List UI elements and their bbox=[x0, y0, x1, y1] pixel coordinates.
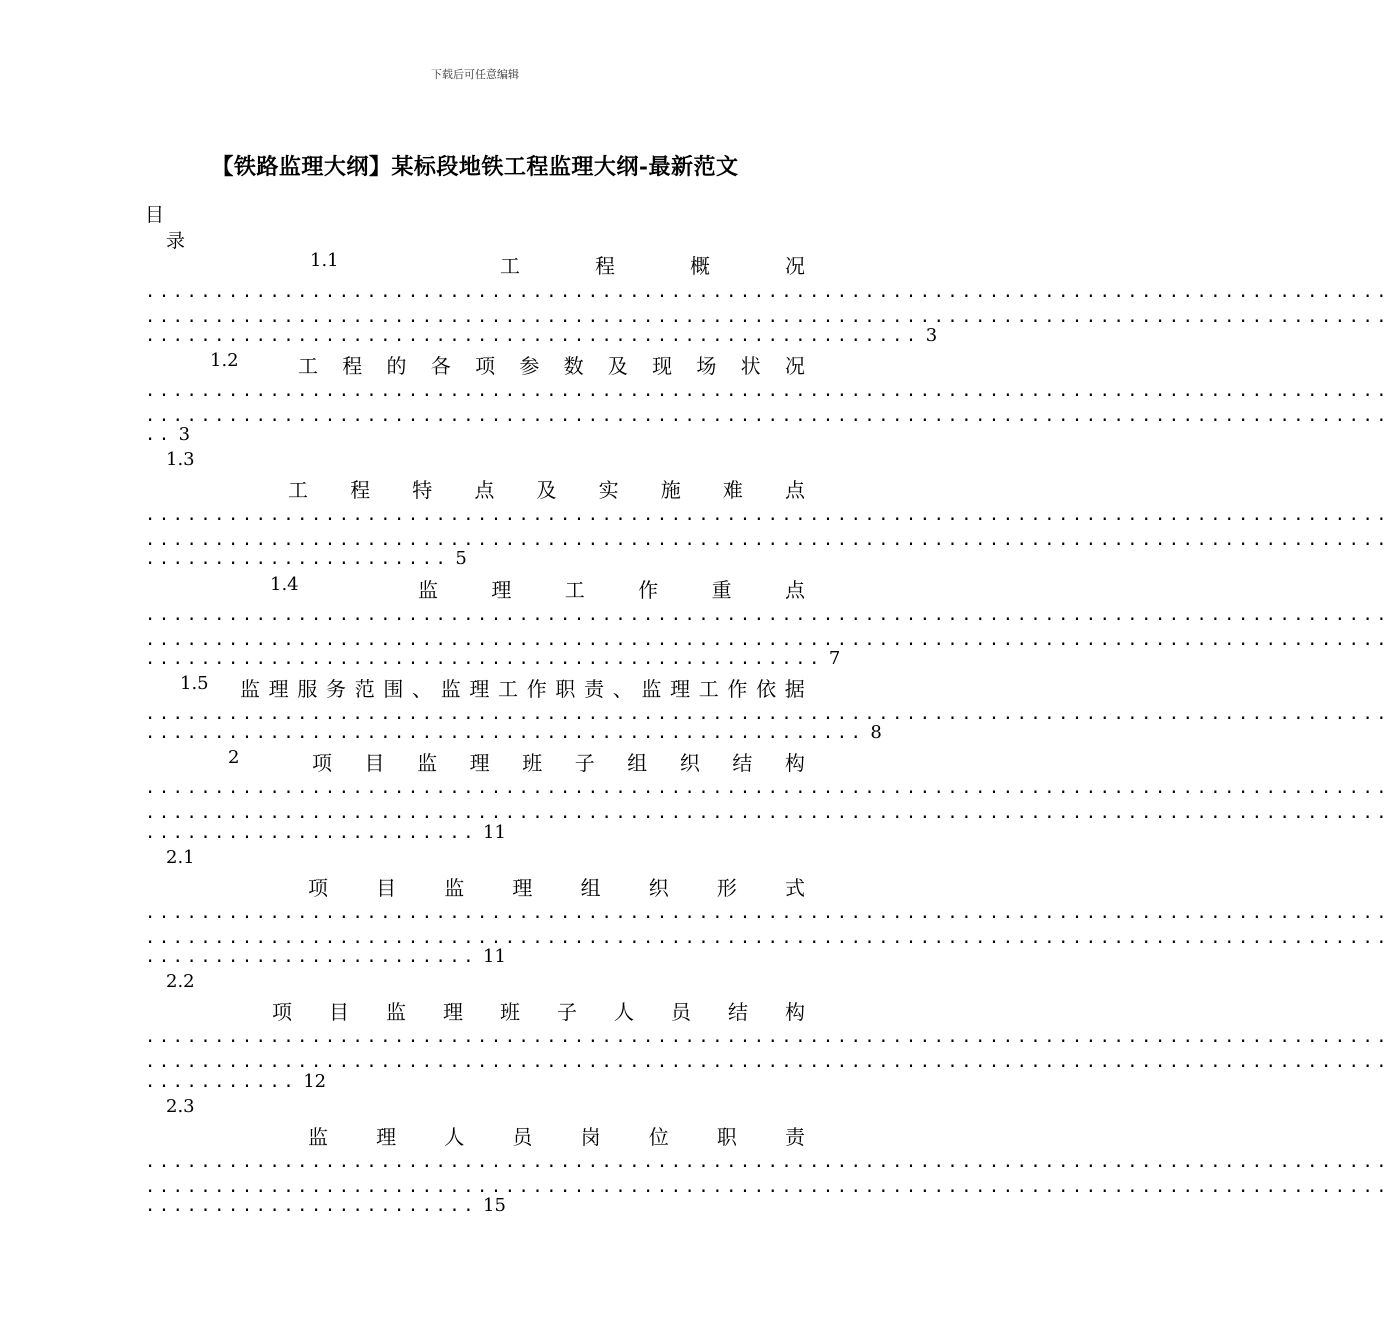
toc-leader-dots: .......................................................................................... bbox=[145, 1027, 1390, 1047]
toc-leader-dots: .......................................................................................... bbox=[145, 307, 1390, 327]
toc-entry-title[interactable]: 工 程 的 各 项 参 数 及 现 场 状 况 bbox=[298, 354, 805, 378]
toc-entry-title[interactable]: 工 程 特 点 及 实 施 难 点 bbox=[288, 478, 805, 502]
toc-entry-number[interactable]: 1.2 bbox=[210, 350, 239, 371]
toc-heading-part2: 录 bbox=[166, 230, 186, 252]
toc-page-number: 11 bbox=[483, 822, 506, 843]
toc-leader-with-page[interactable]: ................................................. 7 bbox=[145, 648, 841, 669]
toc-entry-title[interactable]: 工 程 概 况 bbox=[500, 254, 805, 278]
toc-leader-dots: .......................................................................................... bbox=[145, 1052, 1390, 1072]
toc-entry-number[interactable]: 2.3 bbox=[166, 1096, 195, 1117]
toc-entry-title[interactable]: 项 目 监 理 班 子 人 员 结 构 bbox=[272, 1000, 805, 1024]
toc-page-number: 15 bbox=[483, 1195, 506, 1216]
toc-entry-title[interactable]: 监 理 服 务 范 围 、 监 理 工 作 职 责 、 监 理 工 作 依 据 bbox=[240, 677, 805, 701]
toc-leader-with-page[interactable]: ...................... 5 bbox=[145, 548, 467, 569]
toc-leader-dots: .......................................................................................... bbox=[145, 605, 1390, 625]
toc-leader-with-page[interactable]: .. 3 bbox=[145, 424, 191, 445]
toc-leader-dots: .......................................................................................... bbox=[145, 530, 1390, 550]
toc-leader-with-page[interactable]: ........................ 15 bbox=[145, 1195, 506, 1216]
toc-entry-title[interactable]: 监 理 工 作 重 点 bbox=[418, 578, 805, 602]
toc-leader-with-page[interactable]: ........................................................ 3 bbox=[145, 325, 938, 346]
toc-leader-with-page[interactable]: ........... 12 bbox=[145, 1071, 327, 1092]
toc-entry-number[interactable]: 1.5 bbox=[180, 673, 209, 694]
toc-page-number: 5 bbox=[455, 548, 467, 569]
toc-entry-title[interactable]: 项 目 监 理 组 织 形 式 bbox=[308, 876, 805, 900]
toc-leader-dots: .......................................................................................... bbox=[145, 505, 1390, 525]
toc-leader-dots: .......................................................................................... bbox=[145, 406, 1390, 426]
toc-entry-number[interactable]: 1.3 bbox=[166, 449, 195, 470]
toc-page-number: 8 bbox=[870, 722, 882, 743]
toc-page-number: 7 bbox=[828, 648, 841, 669]
toc-entry-title[interactable]: 监 理 人 员 岗 位 职 责 bbox=[308, 1125, 805, 1149]
toc-leader-dots: .......................................................................................... bbox=[145, 630, 1390, 650]
toc-leader-dots: .......................................................................................... bbox=[145, 1152, 1390, 1172]
toc-leader-dots: .......................................................................................... bbox=[145, 803, 1390, 823]
toc-leader-with-page[interactable]: ........................ 11 bbox=[145, 946, 506, 967]
toc-leader-dots: .......................................................................................... bbox=[145, 1177, 1390, 1197]
toc-leader-dots: .......................................................................................... bbox=[145, 903, 1390, 923]
toc-leader-dots: .......................................................................................... bbox=[145, 282, 1390, 302]
toc-leader-with-page[interactable]: ........................ 11 bbox=[145, 822, 506, 843]
toc-leader-dots: .......................................................................................... bbox=[145, 381, 1390, 401]
toc-leader-dots: .......................................................................................... bbox=[145, 778, 1390, 798]
document-title: 【铁路监理大纲】某标段地铁工程监理大纲-最新范文 bbox=[211, 154, 739, 180]
toc-page-number: 12 bbox=[303, 1071, 327, 1092]
toc-entry-title[interactable]: 项 目 监 理 班 子 组 织 结 构 bbox=[312, 751, 805, 775]
toc-entry-number[interactable]: 2.2 bbox=[166, 971, 195, 992]
toc-leader-with-page[interactable]: .................................................... 8 bbox=[145, 722, 882, 743]
toc-leader-dots: .......................................................................................... bbox=[145, 704, 1390, 724]
toc-entry-number[interactable]: 2 bbox=[228, 747, 240, 768]
toc-page-number: 11 bbox=[483, 946, 506, 967]
toc-entry-number[interactable]: 1.4 bbox=[270, 574, 299, 595]
page-header: 下载后可任意编辑 bbox=[431, 68, 519, 81]
toc-leader-dots: .......................................................................................... bbox=[145, 928, 1390, 948]
toc-page-number: 3 bbox=[178, 424, 191, 445]
toc-heading-part1: 目 bbox=[145, 204, 165, 226]
toc-entry-number[interactable]: 1.1 bbox=[310, 250, 339, 271]
toc-page-number: 3 bbox=[925, 325, 938, 346]
toc-entry-number[interactable]: 2.1 bbox=[166, 847, 195, 868]
